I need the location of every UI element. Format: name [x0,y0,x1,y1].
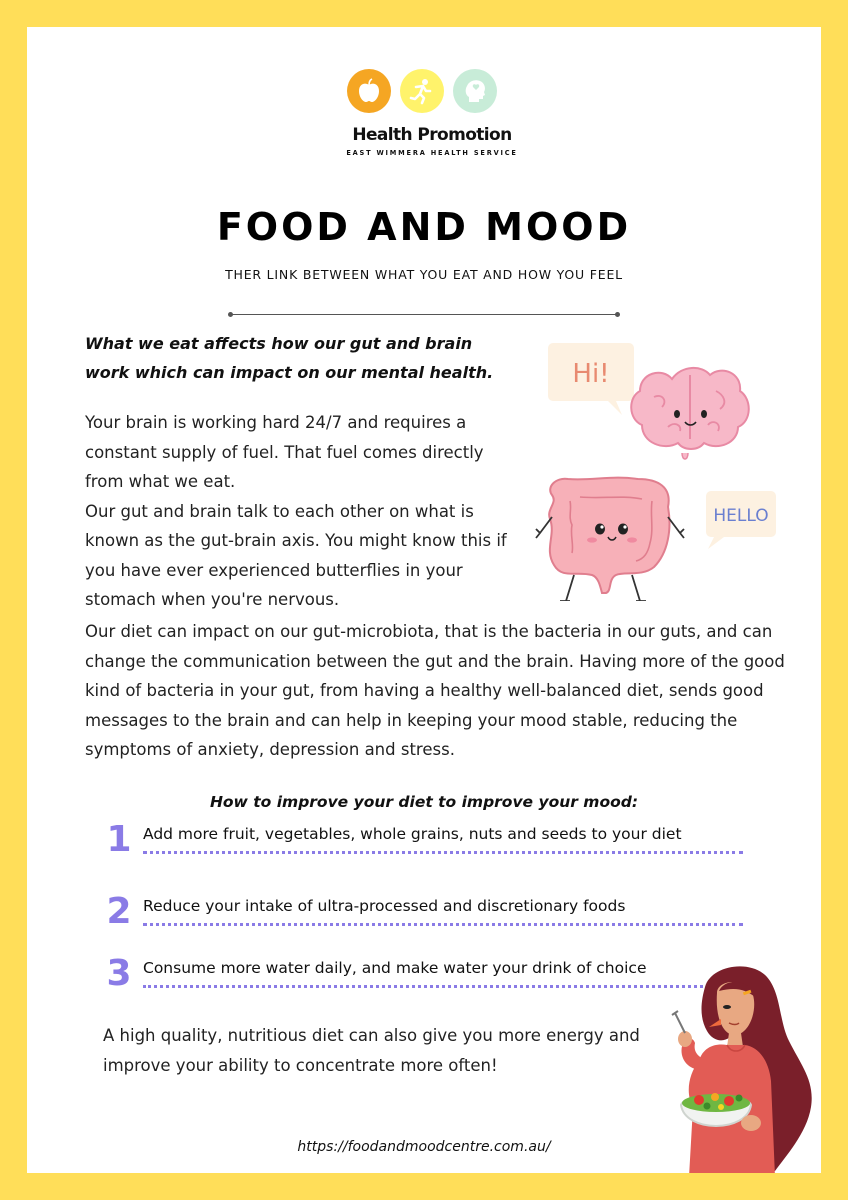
tip-item-2 [105,891,765,937]
website-link[interactable]: https://foodandmoodcentre.com.au/ [297,1139,551,1155]
page-title: FOOD AND MOOD [216,205,632,249]
lead-statement: What we eat affects how our gut and brain work which can impact on our mental health. [85,334,494,382]
tip-number: 1 [106,819,132,860]
brain-character [631,368,749,459]
page-subtitle: THER LINK BETWEEN WHAT YOU EAT AND HOW YOU FEEL [225,267,623,282]
tip-number: 2 [106,891,132,932]
apple-icon [347,69,391,113]
tip-underline [143,985,703,988]
brain-fuel-text: Your brain is working hard 24/7 and requires a constant supply of fuel. That fuel comes directly from what we eat. [85,413,484,491]
tips-heading: How to improve your diet to improve your mood: [209,793,639,811]
tip-text: Reduce your intake of ultra-processed and discretionary foods [143,897,626,915]
logo-title: Health Promotion [352,125,512,145]
tip-underline [143,851,743,854]
page [27,27,821,1173]
intro-paragraph [85,408,515,615]
tip-underline [143,923,743,926]
tip-text: Consume more water daily, and make water your drink of choice [143,959,647,977]
hi-speech-bubble [548,343,634,415]
microbiota-paragraph: Our diet can impact on our gut-microbiota, that is the bacteria in our guts, and can change the communication between the gut and the brain. Having more of the good kind of bacteria in your gut, from having a healthy well-balanced diet, sends good messages to the brain and can help in keeping your mood stable, reducing the symptoms of anxiety, depression and stress. [85,622,785,759]
gut-character [536,478,684,601]
gut-brain-illustration [512,339,782,601]
tip-number: 3 [106,953,132,994]
health-promotion-logo [346,69,518,159]
tip-item-1 [105,819,765,865]
tip-text: Add more fruit, vegetables, whole grains, nuts and seeds to your diet [143,825,682,843]
logo-subtitle: EAST WIMMERA HEALTH SERVICE [346,149,518,157]
gut-brain-axis-text: Our gut and brain talk to each other on what is known as the gut-brain axis. You might know this if you have ever experienced butterflies in your stomach when you're nervous. [85,501,507,609]
divider [228,311,620,317]
hello-speech-bubble [706,491,776,549]
hi-text: Hi! [572,359,610,389]
hello-text: HELLO [713,506,769,526]
closing-paragraph: A high quality, nutritious diet can also give you more energy and improve your ability to concentrate more often! [103,1026,640,1075]
head-heart-icon [453,69,497,113]
running-person-icon [400,69,444,113]
